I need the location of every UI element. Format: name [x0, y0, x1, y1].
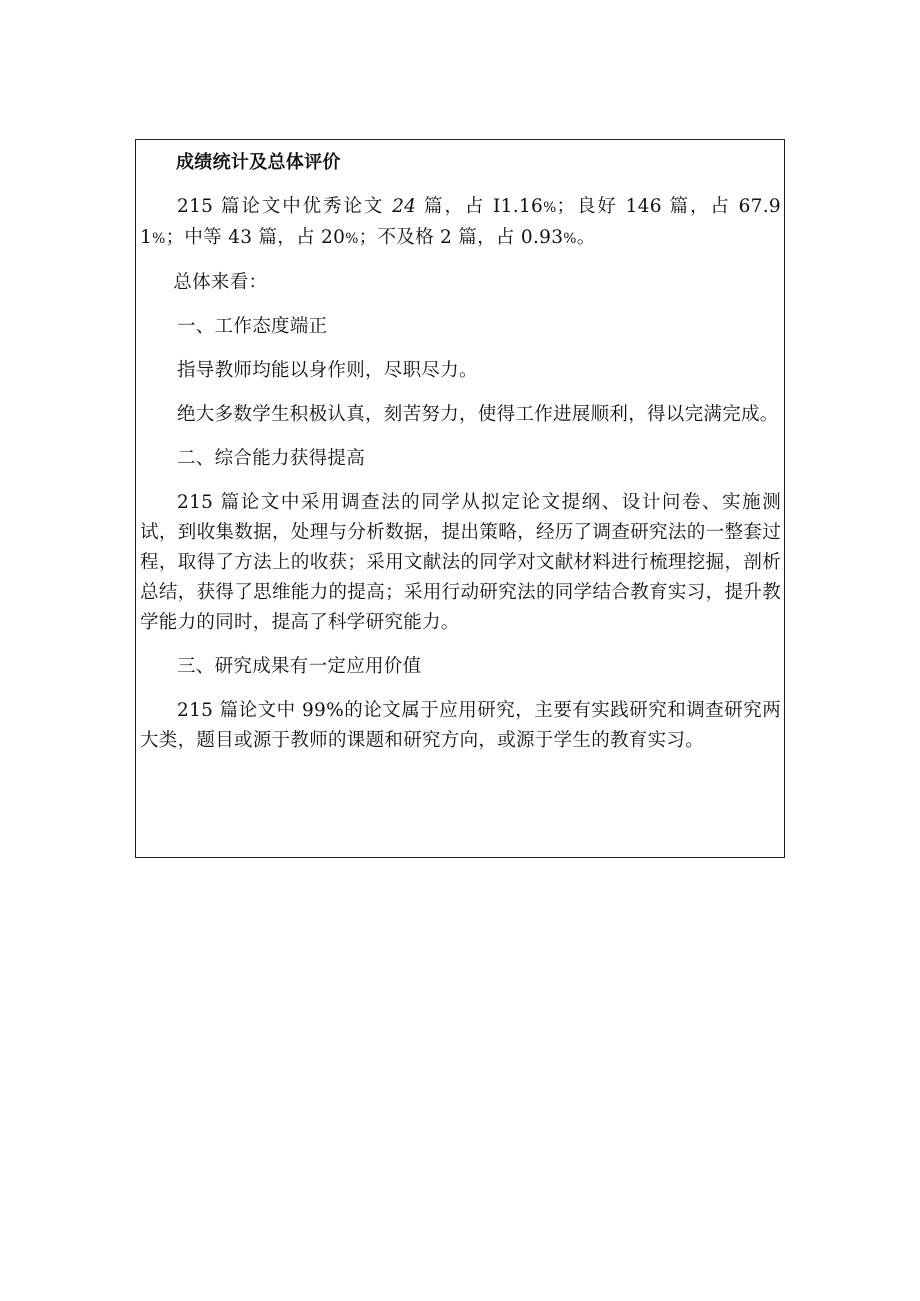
stats-text-5: ；不及格 2 篇，占 0.93 — [358, 227, 564, 248]
percent-sign-2: % — [152, 231, 166, 247]
grade-statistics-paragraph — [140, 192, 781, 254]
overall-intro: 总体来看： — [173, 272, 268, 293]
excellent-count: 24 — [392, 196, 417, 217]
point3-paragraph: 215 篇论文中 99%的论文属于应用研究，主要有实践研究和调查研究两大类，题目或源于教师的课题和研究方向，或源于学生的教育实习。 — [140, 700, 781, 751]
point1-paragraph-teachers: 指导教师均能以身作则，尽职尽力。 — [177, 360, 478, 381]
stats-text-3: ；良好 146 篇，占 67.91 — [140, 196, 781, 248]
point1-heading: 一、工作态度端正 — [177, 316, 328, 337]
evaluation-box — [135, 139, 785, 858]
stats-text-1: 215 篇论文中优秀论文 — [177, 196, 393, 217]
point3-heading: 三、研究成果有一定应用价值 — [177, 656, 422, 677]
point2-paragraph: 215 篇论文中采用调查法的同学从拟定论文提纲、设计问卷、实施测试，到收集数据，处理与分析数据，提出策略，经历了调查研究法的一整套过程，取得了方法上的收获；采用文献法的同学对文献材料进行梳理挖掘，剖析总结，获得了思维能力的提高；采用行动研究法的同学结合教育实习，提升教学能力的同时，提高了科学研究能力。 — [140, 492, 781, 633]
percent-sign-3: % — [345, 231, 359, 247]
point1-paragraph-students: 绝大多数学生积极认真，刻苦努力，使得工作进展顺利，得以完满完成。 — [177, 404, 779, 425]
stats-text-6: 。 — [576, 227, 596, 248]
percent-sign-4: % — [563, 231, 577, 247]
stats-text-2: 篇，占 I1.16 — [416, 196, 544, 217]
section-title: 成绩统计及总体评价 — [176, 152, 341, 173]
point2-heading: 二、综合能力获得提高 — [177, 448, 366, 469]
percent-sign-1: % — [543, 200, 557, 216]
stats-text-4: ；中等 43 篇，占 20 — [165, 227, 346, 248]
